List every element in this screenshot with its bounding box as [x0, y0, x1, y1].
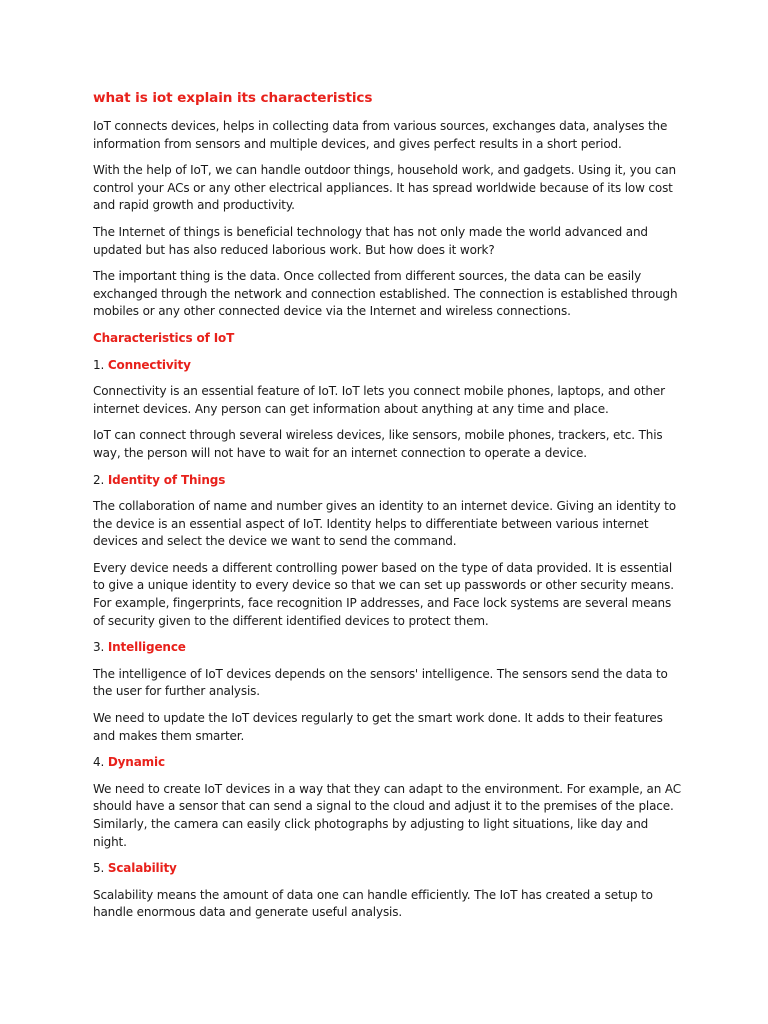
intro-paragraph: With the help of IoT, we can handle outdoor things, household work, and gadgets. Using it, you can control your ACs or any other electrical appliances. It has spread worldwide because of its low cost and rapid growth and productivity.: [93, 163, 677, 213]
section-label: Connectivity: [107, 357, 191, 372]
section-label: Intelligence: [107, 640, 186, 655]
section-heading: [93, 472, 683, 490]
section-label: Scalability: [107, 861, 177, 876]
section-heading: [93, 860, 683, 878]
section-label: Identity of Things: [107, 472, 226, 487]
section-paragraph: We need to create IoT devices in a way that they can adapt to the environment. For example, an AC should have a sensor that can send a signal to the cloud and adjust it to the premises of the place. Similarly, the camera can easily click photographs by adjusting to light situations, like day and night.: [93, 781, 681, 849]
section-number: 2.: [93, 472, 105, 487]
section-paragraph: Scalability means the amount of data one can handle efficiently. The IoT has created a setup to handle enormous data and generate useful analysis.: [93, 887, 653, 920]
intro-paragraph: The important thing is the data. Once collected from different sources, the data can be easily exchanged through the network and connection established. The connection is established through mobiles or any other connected device via the Internet and wireless connections.: [93, 269, 678, 319]
intro-paragraph: IoT connects devices, helps in collecting data from various sources, exchanges data, analyses the information from sensors and multiple devices, and gives perfect results in a short period.: [93, 119, 668, 151]
section-paragraph: The collaboration of name and number gives an identity to an internet device. Giving an identity to the device is an essential aspect of IoT. Identity helps to differentiate between various internet devices and select the device we want to send the command.: [93, 499, 676, 549]
section-heading: [93, 754, 683, 772]
section-heading: [93, 357, 683, 375]
section-paragraph: Connectivity is an essential feature of IoT. IoT lets you connect mobile phones, laptops, and other internet devices. Any person can get information about anything at any time and place.: [93, 384, 665, 416]
section-number: 5.: [93, 861, 105, 876]
document-title: what is iot explain its characteristics: [93, 90, 373, 106]
section-label: Dynamic: [107, 755, 165, 770]
section-number: 3.: [93, 640, 105, 655]
section-heading: [93, 639, 683, 657]
section-paragraph: Every device needs a different controlling power based on the type of data provided. It is essential to give a unique identity to every device so that we can set up passwords or other security means. For example, fingerprints, face recognition IP addresses, and Face lock systems are several means of security given to the different identified devices to protect them.: [93, 560, 674, 628]
section-paragraph: IoT can connect through several wireless devices, like sensors, mobile phones, trackers, etc. This way, the person will not have to wait for an internet connection to operate a device.: [93, 428, 663, 460]
section-number: 1.: [93, 357, 105, 372]
intro-paragraph: The Internet of things is beneficial technology that has not only made the world advanced and updated but has also reduced laborious work. But how does it work?: [93, 224, 648, 257]
characteristics-heading: Characteristics of IoT: [93, 330, 235, 345]
section-paragraph: We need to update the IoT devices regularly to get the smart work done. It adds to their features and makes them smarter.: [93, 711, 663, 743]
section-paragraph: The intelligence of IoT devices depends on the sensors' intelligence. The sensors send the data to the user for further analysis.: [93, 666, 668, 699]
section-number: 4.: [93, 755, 105, 770]
document-page: [93, 88, 683, 931]
